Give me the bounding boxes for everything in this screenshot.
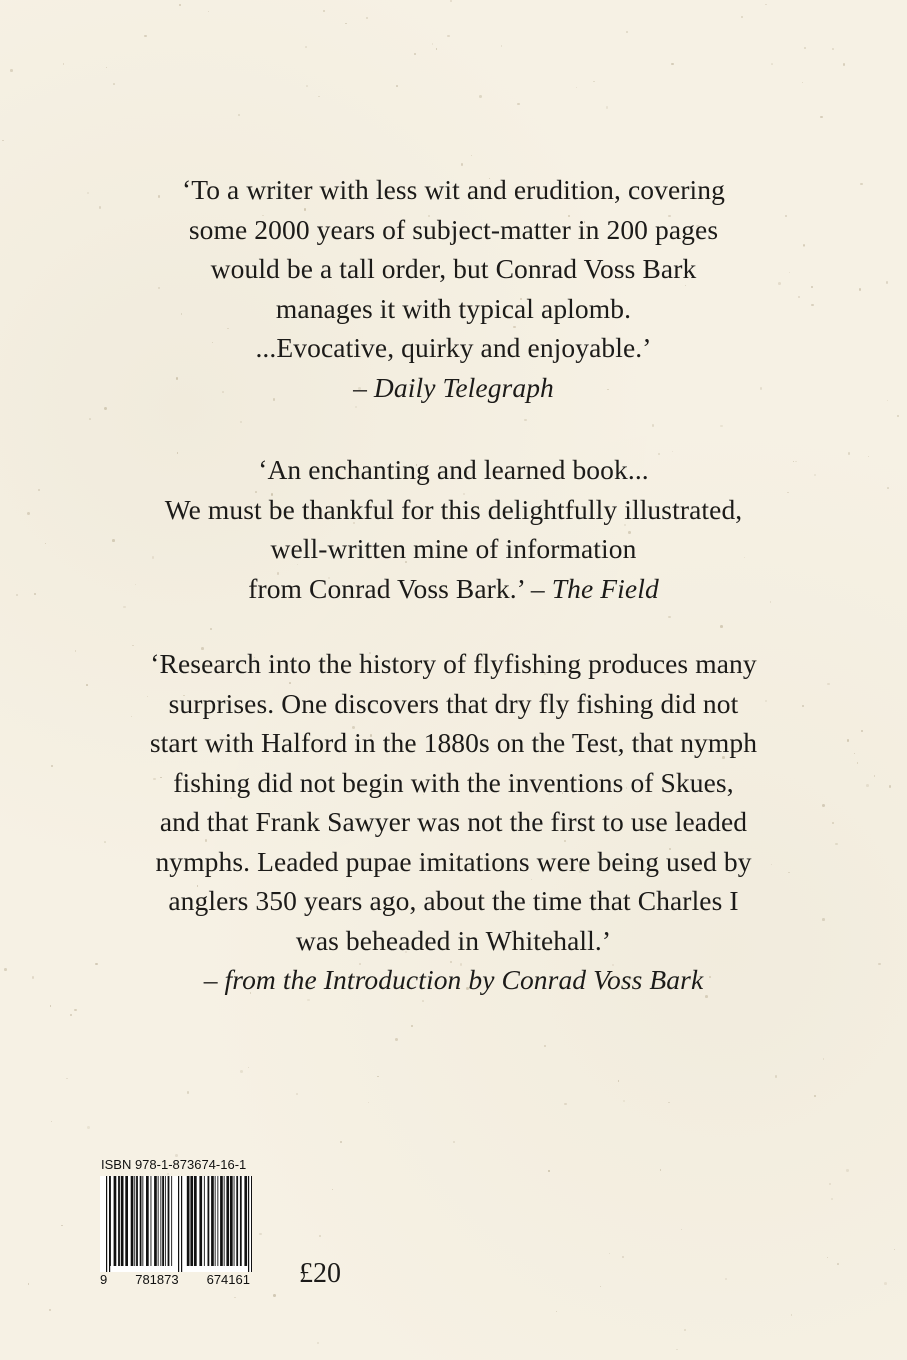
paper-speck (720, 625, 723, 628)
paper-speck (861, 730, 863, 732)
paper-speck (868, 456, 869, 457)
barcode-bar (118, 1176, 120, 1266)
quote-attribution: – from the Introduction by Conrad Voss Bark (203, 964, 704, 995)
paper-speck (4, 968, 7, 971)
paper-speck (414, 53, 416, 55)
paper-speck (74, 1009, 77, 1012)
paper-speck (432, 43, 433, 44)
barcode-bar (136, 1176, 138, 1266)
paper-speck (411, 1025, 414, 1028)
paper-speck (366, 17, 368, 19)
paper-speck (61, 1225, 62, 1226)
paper-speck (725, 1278, 727, 1280)
paper-speck (273, 1294, 276, 1297)
paper-speck (340, 1141, 342, 1143)
paper-speck (837, 1263, 839, 1265)
paper-speck (187, 1091, 189, 1093)
barcode-bar (168, 1176, 170, 1266)
barcode-bar (217, 1176, 218, 1266)
barcode-bar (224, 1176, 225, 1266)
paper-speck (210, 628, 212, 630)
paper-speck (319, 1235, 321, 1237)
quote-line: nymphs. Leaded pupae imitations were being used by (155, 845, 752, 877)
barcode-digit-group-right: 674161 (206, 1272, 250, 1287)
paper-speck (576, 87, 577, 88)
barcode-bar (194, 1176, 197, 1266)
barcode-bar (251, 1176, 252, 1272)
paper-speck (32, 976, 34, 978)
quote-attribution: – Daily Telegraph (353, 371, 554, 403)
barcode-bar (220, 1176, 223, 1266)
paper-speck (517, 103, 519, 105)
barcode-bar (110, 1176, 111, 1266)
quote-line-with-attribution (60, 569, 847, 609)
paper-speck (296, 1093, 298, 1095)
paper-speck (874, 775, 875, 776)
paper-speck (38, 489, 40, 491)
paper-speck (886, 281, 888, 283)
introduction-excerpt (60, 644, 847, 1000)
paper-speck (422, 1000, 424, 1002)
barcode-bar (146, 1176, 149, 1266)
paper-speck (28, 1283, 29, 1284)
paper-speck (832, 48, 834, 50)
price: £20 (299, 1258, 341, 1289)
quote-attribution: The Field (551, 572, 659, 604)
paper-speck (51, 765, 52, 766)
paper-speck (660, 1169, 661, 1170)
paper-speck (618, 1080, 619, 1081)
paper-speck (814, 1095, 816, 1097)
barcode-bar (134, 1176, 135, 1266)
paper-speck (50, 1005, 51, 1006)
paper-speck (854, 753, 855, 754)
quote-line-text: from Conrad Voss Bark.’ – (248, 572, 552, 604)
quote-line: ...Evocative, quirky and enjoyable.’ (255, 332, 652, 363)
paper-speck (305, 46, 307, 48)
barcode-bar (211, 1176, 214, 1266)
paper-speck (887, 400, 888, 401)
barcode-bar (106, 1176, 107, 1272)
barcode-bar (215, 1176, 216, 1266)
barcode-bar (154, 1176, 157, 1266)
paper-speck (791, 1314, 793, 1316)
paper-speck (89, 418, 91, 420)
review-quote-the-field (60, 450, 847, 608)
barcode-bar (240, 1176, 242, 1266)
paper-speck (894, 1249, 895, 1250)
barcode-bar (162, 1176, 164, 1266)
paper-speck (668, 1102, 670, 1104)
paper-speck (240, 421, 242, 423)
paper-speck (317, 1342, 319, 1344)
paper-speck (368, 1102, 370, 1104)
barcode-bar (140, 1176, 142, 1266)
paper-speck (765, 4, 766, 5)
barcode-bar (234, 1176, 235, 1266)
paper-speck (652, 424, 654, 426)
paper-speck (600, 1286, 601, 1287)
paper-speck (626, 31, 628, 33)
paper-speck (436, 48, 438, 50)
barcode-bar (204, 1176, 205, 1266)
quote-line: ‘Research into the history of flyfishing produces many (150, 648, 757, 679)
quote-line: was beheaded in Whitehall.’ (295, 924, 612, 956)
barcode-bar (114, 1176, 117, 1266)
paper-speck (45, 543, 46, 544)
paper-speck (113, 83, 115, 85)
paper-speck (887, 487, 889, 489)
paper-speck (450, 0, 452, 2)
barcode-bar (187, 1176, 190, 1266)
paper-speck (889, 785, 892, 788)
paper-speck (240, 1070, 243, 1073)
paper-speck (395, 1038, 398, 1041)
barcode-bars (100, 1176, 252, 1272)
paper-speck (323, 10, 325, 12)
barcode-bar (208, 1176, 210, 1266)
paper-speck (332, 1189, 333, 1190)
barcode-digit-prefix: 9 (100, 1272, 108, 1287)
barcode-digits (100, 1273, 250, 1287)
paper-speck (860, 183, 862, 185)
barcode-bar (125, 1176, 128, 1266)
paper-speck (10, 69, 13, 72)
paper-speck (34, 593, 36, 595)
quote-line: ‘An enchanting and learned book... (258, 454, 649, 485)
paper-speck (848, 452, 850, 454)
paper-speck (63, 63, 65, 65)
paper-speck (106, 67, 107, 68)
barcode-bar (151, 1176, 152, 1266)
paper-speck (623, 1100, 625, 1102)
paper-speck (897, 415, 899, 417)
paper-speck (843, 63, 846, 66)
paper-speck (681, 1229, 682, 1230)
quote-line: would be a tall order, but Conrad Voss Bark (210, 253, 697, 284)
paper-speck (396, 85, 398, 87)
paper-speck (453, 1141, 455, 1143)
paper-speck (234, 1297, 235, 1298)
quote-line: fishing did not begin with the inventions of Skues, (173, 766, 734, 798)
quote-line: start with Halford in the 1880s on the Test, that nymph (149, 727, 758, 758)
barcode-bar (199, 1176, 202, 1266)
paper-speck (377, 1076, 379, 1078)
paper-speck (479, 95, 482, 98)
barcode-bar (248, 1176, 249, 1272)
paper-speck (544, 1045, 546, 1047)
paper-speck (16, 594, 18, 596)
paper-speck (857, 762, 858, 763)
paper-speck (827, 1257, 828, 1258)
paper-speck (66, 1078, 68, 1080)
paper-speck (318, 96, 319, 97)
paper-speck (720, 425, 722, 427)
paper-speck (238, 114, 240, 116)
paper-speck (741, 16, 744, 19)
barcode-bar (178, 1176, 179, 1272)
paper-speck (208, 11, 210, 13)
barcode-bar (171, 1176, 172, 1266)
isbn-barcode (100, 1158, 260, 1287)
quote-line: and that Frank Sawyer was not the first to use leaded (159, 806, 748, 837)
paper-speck (775, 1075, 778, 1078)
review-quote-daily-telegraph (60, 170, 847, 407)
paper-speck (804, 47, 806, 49)
barcode-bar (244, 1176, 247, 1266)
paper-speck (684, 1329, 686, 1331)
paper-speck (609, 1253, 610, 1254)
paper-speck (878, 963, 881, 966)
paper-speck (831, 1198, 833, 1200)
paper-speck (668, 616, 671, 619)
quote-line: ‘To a writer with less wit and erudition, covering (181, 174, 725, 205)
paper-speck (524, 419, 526, 421)
barcode-bar (226, 1176, 229, 1266)
quote-line: some 2000 years of subject-matter in 200 pages (188, 213, 719, 245)
paper-speck (823, 1058, 825, 1060)
barcode-bar (158, 1176, 159, 1266)
paper-speck (820, 116, 822, 118)
paper-speck (676, 1349, 678, 1351)
paper-speck (866, 784, 869, 787)
paper-speck (622, 1256, 624, 1258)
paper-speck (51, 1121, 53, 1123)
paper-speck (564, 1103, 566, 1105)
quote-line: well-written mine of information (270, 533, 637, 564)
paper-speck (593, 81, 594, 82)
quote-line: manages it with typical aplomb. (275, 292, 632, 324)
barcode-bar (142, 1176, 143, 1266)
paper-speck (179, 4, 181, 6)
paper-speck (606, 106, 608, 108)
paper-speck (306, 85, 308, 87)
paper-speck (846, 1169, 848, 1171)
paper-speck (556, 1311, 557, 1312)
paper-speck (771, 63, 773, 65)
quote-line: surprises. One discovers that dry fly fishing did not (168, 687, 739, 719)
paper-speck (802, 82, 804, 84)
paper-speck (859, 288, 861, 290)
isbn-label: ISBN 978-1-873674-16-1 (101, 1157, 247, 1172)
paper-speck (87, 1126, 90, 1129)
paper-speck (49, 1309, 51, 1311)
barcode-bar (160, 1176, 161, 1266)
paper-speck (248, 1067, 249, 1068)
paper-speck (461, 163, 464, 166)
paper-speck (2, 140, 4, 142)
quote-line: We must be thankful for this delightfully illustrated, (164, 493, 743, 525)
paper-speck (829, 1183, 831, 1185)
barcode-bar (121, 1176, 124, 1266)
barcode-bar (181, 1176, 182, 1272)
paper-speck (104, 407, 107, 410)
paper-speck (548, 1170, 549, 1171)
barcode-bar (236, 1176, 238, 1266)
paper-speck (671, 63, 673, 65)
paper-speck (471, 155, 473, 157)
barcode-bar (190, 1176, 193, 1266)
quote-line: anglers 350 years ago, about the time that Charles I (168, 885, 739, 916)
paper-speck (27, 512, 30, 515)
paper-speck (70, 1014, 72, 1016)
barcode-digit-group-left: 781873 (135, 1272, 179, 1287)
paper-speck (345, 23, 347, 25)
paper-speck (144, 35, 147, 38)
paper-speck (447, 35, 450, 38)
paper-speck (501, 45, 503, 47)
paper-speck (884, 1282, 887, 1285)
barcode-bar (230, 1176, 233, 1266)
barcode-bar (165, 1176, 166, 1266)
barcode-bar (131, 1176, 134, 1266)
